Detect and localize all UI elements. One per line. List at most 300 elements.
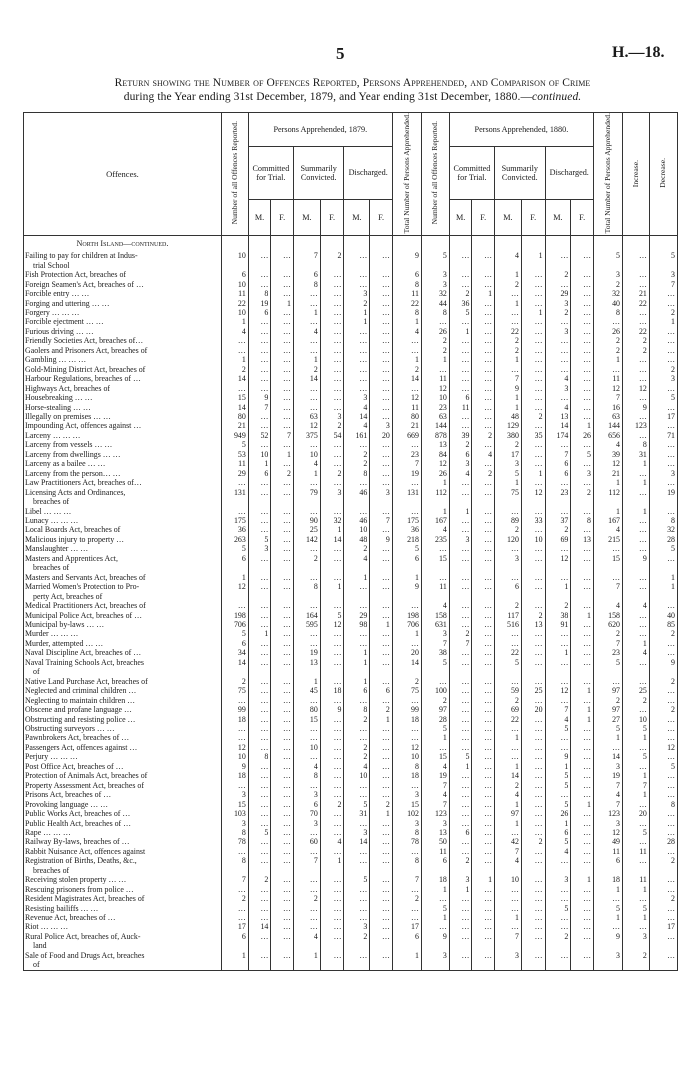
- table-cell: …: [271, 421, 294, 430]
- table-cell: …: [449, 686, 472, 695]
- table-cell: 91: [545, 620, 571, 629]
- table-cell: …: [472, 951, 495, 960]
- table-cell: 29: [221, 469, 248, 478]
- offence-name: Local Boards Act, breaches of: [24, 525, 222, 534]
- table-cell: …: [271, 762, 294, 771]
- table-cell: …: [320, 478, 344, 487]
- table-row: [24, 582, 678, 591]
- table-cell: 45: [293, 686, 320, 695]
- table-cell: …: [320, 317, 344, 326]
- table-row: [24, 667, 678, 676]
- table-cell: 11: [449, 403, 472, 412]
- table-cell: …: [521, 374, 545, 383]
- table-cell: 14: [392, 658, 421, 667]
- table-cell: …: [495, 922, 522, 931]
- table-row: [24, 573, 678, 582]
- table-cell: 3: [495, 554, 522, 563]
- offence-name: Receiving stolen property … …: [24, 875, 222, 884]
- offence-name: Obstructing surveyors … …: [24, 724, 222, 733]
- table-cell: 4: [545, 374, 571, 383]
- table-cell: …: [472, 280, 495, 289]
- table-cell: …: [293, 922, 320, 931]
- table-cell: …: [495, 752, 522, 761]
- table-cell: 3: [593, 762, 622, 771]
- table-cell: …: [344, 336, 370, 345]
- table-cell: 120: [495, 535, 522, 544]
- table-cell: 5: [593, 251, 622, 260]
- table-cell: …: [571, 317, 594, 326]
- table-row: [24, 251, 678, 260]
- table-cell: 4: [622, 601, 649, 610]
- table-cell: …: [320, 507, 344, 516]
- table-cell: [472, 667, 495, 676]
- table-cell: 1: [421, 913, 449, 922]
- table-cell: 28: [421, 715, 449, 724]
- table-cell: …: [320, 403, 344, 412]
- table-cell: …: [622, 308, 649, 317]
- table-cell: …: [649, 346, 677, 355]
- table-cell: …: [248, 837, 271, 846]
- table-cell: 158: [421, 611, 449, 620]
- table-cell: [449, 497, 472, 506]
- table-cell: 1: [370, 809, 393, 818]
- table-cell: 2: [248, 875, 271, 884]
- table-cell: …: [545, 573, 571, 582]
- table-cell: 878: [421, 431, 449, 440]
- table-cell: …: [571, 847, 594, 856]
- table-cell: 5: [449, 752, 472, 761]
- table-cell: …: [472, 601, 495, 610]
- table-cell: 706: [221, 620, 248, 629]
- table-cell: …: [392, 696, 421, 705]
- table-cell: …: [545, 317, 571, 326]
- table-cell: …: [271, 601, 294, 610]
- table-cell: [221, 261, 248, 270]
- table-cell: …: [521, 885, 545, 894]
- table-cell: 18: [392, 715, 421, 724]
- table-cell: …: [221, 724, 248, 733]
- table-cell: …: [421, 894, 449, 903]
- table-cell: …: [320, 459, 344, 468]
- table-cell: 3: [421, 629, 449, 638]
- table-cell: …: [449, 951, 472, 960]
- table-cell: …: [320, 715, 344, 724]
- table-row: [24, 308, 678, 317]
- table-row: [24, 412, 678, 421]
- table-cell: …: [293, 346, 320, 355]
- table-cell: 198: [392, 611, 421, 620]
- table-cell: …: [392, 724, 421, 733]
- table-cell: …: [248, 658, 271, 667]
- table-cell: …: [370, 403, 393, 412]
- table-row: [24, 592, 678, 601]
- table-cell: …: [344, 601, 370, 610]
- table-cell: 3: [545, 875, 571, 884]
- table-cell: 11: [421, 374, 449, 383]
- table-cell: …: [649, 450, 677, 459]
- table-row: [24, 904, 678, 913]
- table-cell: 7: [593, 781, 622, 790]
- table-cell: 19: [649, 488, 677, 497]
- table-cell: 5: [392, 544, 421, 553]
- table-cell: 8: [392, 280, 421, 289]
- table-cell: …: [521, 544, 545, 553]
- table-cell: …: [392, 346, 421, 355]
- table-cell: 2: [320, 421, 344, 430]
- table-cell: …: [344, 384, 370, 393]
- table-cell: [392, 667, 421, 676]
- table-cell: 1: [622, 639, 649, 648]
- table-cell: [593, 563, 622, 572]
- table-cell: 2: [344, 752, 370, 761]
- table-cell: …: [344, 355, 370, 364]
- table-cell: …: [521, 507, 545, 516]
- table-cell: …: [271, 837, 294, 846]
- table-cell: …: [472, 270, 495, 279]
- table-cell: …: [472, 800, 495, 809]
- table-cell: 2: [649, 894, 677, 903]
- table-cell: …: [521, 724, 545, 733]
- table-cell: …: [472, 488, 495, 497]
- table-cell: [593, 667, 622, 676]
- table-cell: 3: [649, 270, 677, 279]
- table-cell: 5: [344, 875, 370, 884]
- table-cell: 1: [593, 507, 622, 516]
- table-cell: 21: [392, 421, 421, 430]
- table-cell: 198: [221, 611, 248, 620]
- table-cell: 80: [392, 412, 421, 421]
- table-cell: …: [421, 365, 449, 374]
- table-cell: 6: [545, 459, 571, 468]
- table-cell: …: [248, 280, 271, 289]
- table-cell: 71: [649, 431, 677, 440]
- table-cell: 5: [622, 752, 649, 761]
- table-cell: …: [293, 639, 320, 648]
- table-cell: …: [370, 554, 393, 563]
- table-cell: …: [320, 762, 344, 771]
- crime-return-table: [23, 112, 678, 971]
- table-cell: …: [370, 601, 393, 610]
- table-cell: …: [571, 790, 594, 799]
- table-cell: …: [320, 904, 344, 913]
- table-cell: …: [571, 733, 594, 742]
- header-f: F.: [472, 199, 495, 236]
- table-cell: 7: [293, 251, 320, 260]
- table-cell: …: [271, 346, 294, 355]
- table-cell: 21: [221, 421, 248, 430]
- table-cell: 12: [622, 384, 649, 393]
- table-cell: 2: [495, 440, 522, 449]
- table-cell: [495, 667, 522, 676]
- table-cell: 4: [545, 403, 571, 412]
- table-cell: …: [421, 544, 449, 553]
- table-cell: …: [320, 289, 344, 298]
- table-cell: …: [545, 790, 571, 799]
- table-cell: 70: [293, 809, 320, 818]
- table-cell: …: [370, 828, 393, 837]
- table-cell: …: [271, 922, 294, 931]
- table-cell: …: [495, 317, 522, 326]
- table-cell: 1: [293, 951, 320, 960]
- table-cell: [593, 866, 622, 875]
- table-cell: [392, 563, 421, 572]
- table-cell: 14: [545, 421, 571, 430]
- table-cell: [271, 497, 294, 506]
- table-cell: …: [449, 705, 472, 714]
- table-cell: …: [571, 762, 594, 771]
- table-cell: 99: [392, 705, 421, 714]
- table-cell: …: [571, 913, 594, 922]
- table-cell: …: [248, 601, 271, 610]
- table-cell: …: [521, 346, 545, 355]
- table-row: [24, 525, 678, 534]
- table-cell: 12: [392, 393, 421, 402]
- table-cell: …: [495, 904, 522, 913]
- table-cell: 5: [622, 828, 649, 837]
- table-cell: …: [571, 648, 594, 657]
- table-cell: 5: [593, 658, 622, 667]
- table-row: [24, 762, 678, 771]
- table-cell: …: [571, 289, 594, 298]
- table-cell: 175: [221, 516, 248, 525]
- table-cell: …: [370, 611, 393, 620]
- table-cell: …: [449, 771, 472, 780]
- table-cell: 12: [221, 582, 248, 591]
- table-cell: [622, 866, 649, 875]
- table-cell: 6: [545, 828, 571, 837]
- table-cell: 11: [421, 582, 449, 591]
- table-cell: …: [248, 790, 271, 799]
- table-cell: 54: [320, 431, 344, 440]
- table-cell: …: [271, 648, 294, 657]
- table-cell: 1: [392, 317, 421, 326]
- offence-name: Manslaughter … …: [24, 544, 222, 553]
- table-cell: …: [320, 819, 344, 828]
- table-cell: 3: [495, 459, 522, 468]
- table-cell: …: [271, 554, 294, 563]
- table-cell: 23: [545, 488, 571, 497]
- table-cell: 12: [293, 421, 320, 430]
- table-cell: 103: [221, 809, 248, 818]
- table-cell: [449, 941, 472, 950]
- offence-name: Rural Police Act, breaches of, Auck-: [24, 932, 222, 941]
- table-cell: 1: [271, 450, 294, 459]
- table-cell: …: [521, 677, 545, 686]
- table-cell: 3: [344, 289, 370, 298]
- table-cell: [649, 592, 677, 601]
- table-cell: …: [495, 724, 522, 733]
- table-cell: …: [271, 384, 294, 393]
- table-cell: …: [495, 894, 522, 903]
- table-cell: 3: [421, 819, 449, 828]
- table-cell: …: [571, 544, 594, 553]
- table-cell: 7: [593, 582, 622, 591]
- table-cell: 11: [221, 459, 248, 468]
- table-cell: …: [521, 299, 545, 308]
- table-cell: 9: [392, 251, 421, 260]
- table-cell: …: [320, 393, 344, 402]
- table-cell: 27: [593, 715, 622, 724]
- table-cell: 1: [344, 677, 370, 686]
- offence-name: Rape … … …: [24, 828, 222, 837]
- table-cell: …: [545, 733, 571, 742]
- table-cell: …: [293, 573, 320, 582]
- table-cell: …: [370, 932, 393, 941]
- table-cell: …: [449, 601, 472, 610]
- table-cell: 142: [293, 535, 320, 544]
- table-cell: …: [271, 828, 294, 837]
- table-cell: 13: [421, 828, 449, 837]
- offence-name: Provoking language … …: [24, 800, 222, 809]
- table-cell: 11: [392, 289, 421, 298]
- table-cell: 7: [495, 932, 522, 941]
- table-cell: …: [344, 696, 370, 705]
- table-cell: 9: [221, 762, 248, 771]
- table-cell: [521, 941, 545, 950]
- table-row: [24, 715, 678, 724]
- table-cell: …: [593, 922, 622, 931]
- table-cell: …: [293, 696, 320, 705]
- table-cell: …: [521, 894, 545, 903]
- header-committed-1880: Committed for Trial.: [449, 146, 494, 199]
- table-cell: …: [472, 507, 495, 516]
- table-cell: [622, 261, 649, 270]
- table-cell: …: [320, 601, 344, 610]
- header-m: M.: [449, 199, 472, 236]
- table-cell: …: [545, 951, 571, 960]
- table-cell: 6: [593, 856, 622, 865]
- table-cell: …: [221, 336, 248, 345]
- table-cell: …: [495, 743, 522, 752]
- table-cell: …: [649, 752, 677, 761]
- table-cell: [449, 866, 472, 875]
- table-cell: …: [472, 771, 495, 780]
- table-cell: …: [495, 828, 522, 837]
- table-cell: 3: [449, 459, 472, 468]
- table-row: [24, 365, 678, 374]
- table-cell: 9: [248, 393, 271, 402]
- table-cell: …: [370, 913, 393, 922]
- table-cell: 1: [344, 317, 370, 326]
- table-cell: …: [449, 317, 472, 326]
- table-cell: …: [392, 478, 421, 487]
- table-cell: 2: [593, 336, 622, 345]
- table-cell: [571, 960, 594, 970]
- table-cell: 1: [545, 819, 571, 828]
- table-cell: …: [271, 696, 294, 705]
- table-cell: …: [472, 544, 495, 553]
- table-cell: 31: [622, 450, 649, 459]
- table-cell: …: [649, 847, 677, 856]
- table-cell: 19: [293, 648, 320, 657]
- offence-name: Horse-stealing … …: [24, 403, 222, 412]
- table-cell: …: [472, 299, 495, 308]
- table-cell: …: [472, 421, 495, 430]
- table-cell: [622, 592, 649, 601]
- table-cell: 4: [421, 762, 449, 771]
- table-cell: …: [472, 781, 495, 790]
- table-cell: [392, 261, 421, 270]
- table-cell: [472, 261, 495, 270]
- table-cell: 25: [622, 686, 649, 695]
- table-cell: [472, 497, 495, 506]
- table-cell: …: [344, 639, 370, 648]
- table-cell: …: [449, 554, 472, 563]
- table-cell: …: [521, 440, 545, 449]
- table-cell: 78: [221, 837, 248, 846]
- table-cell: 3: [320, 488, 344, 497]
- table-cell: …: [271, 743, 294, 752]
- table-cell: …: [521, 762, 545, 771]
- table-cell: 1: [320, 856, 344, 865]
- table-row: [24, 507, 678, 516]
- table-cell: 2: [293, 365, 320, 374]
- table-row: [24, 885, 678, 894]
- table-cell: 129: [495, 421, 522, 430]
- table-cell: …: [571, 639, 594, 648]
- table-cell: …: [248, 781, 271, 790]
- table-cell: [495, 592, 522, 601]
- table-cell: 59: [495, 686, 522, 695]
- table-cell: …: [320, 913, 344, 922]
- table-cell: …: [571, 951, 594, 960]
- table-cell: 19: [392, 469, 421, 478]
- table-cell: 2: [571, 488, 594, 497]
- table-cell: …: [344, 478, 370, 487]
- table-cell: …: [320, 544, 344, 553]
- table-cell: 2: [344, 450, 370, 459]
- table-cell: …: [472, 677, 495, 686]
- table-cell: 2: [344, 299, 370, 308]
- table-cell: …: [293, 440, 320, 449]
- table-cell: …: [221, 781, 248, 790]
- table-cell: [320, 667, 344, 676]
- table-cell: …: [545, 696, 571, 705]
- table-cell: [622, 960, 649, 970]
- offence-name: Harbour Regulations, breaches of …: [24, 374, 222, 383]
- table-cell: …: [271, 478, 294, 487]
- table-cell: 4: [421, 601, 449, 610]
- table-cell: …: [622, 800, 649, 809]
- table-cell: …: [622, 677, 649, 686]
- table-cell: …: [392, 847, 421, 856]
- table-cell: [545, 497, 571, 506]
- table-cell: …: [571, 752, 594, 761]
- table-cell: 2: [649, 629, 677, 638]
- table-cell: 22: [495, 648, 522, 657]
- table-cell: …: [622, 544, 649, 553]
- table-cell: 22: [392, 299, 421, 308]
- table-row: [24, 809, 678, 818]
- table-cell: 2: [421, 696, 449, 705]
- table-row: [24, 658, 678, 667]
- table-cell: …: [472, 393, 495, 402]
- table-cell: 5: [344, 800, 370, 809]
- table-cell: 11: [392, 403, 421, 412]
- table-cell: 19: [593, 771, 622, 780]
- table-cell: 6: [449, 393, 472, 402]
- table-cell: …: [344, 270, 370, 279]
- table-cell: 9: [320, 705, 344, 714]
- table-cell: [545, 941, 571, 950]
- table-cell: 3: [421, 280, 449, 289]
- table-cell: 2: [495, 525, 522, 534]
- table-cell: [495, 960, 522, 970]
- table-row: [24, 488, 678, 497]
- table-cell: 32: [649, 525, 677, 534]
- table-cell: 15: [593, 554, 622, 563]
- table-cell: …: [545, 922, 571, 931]
